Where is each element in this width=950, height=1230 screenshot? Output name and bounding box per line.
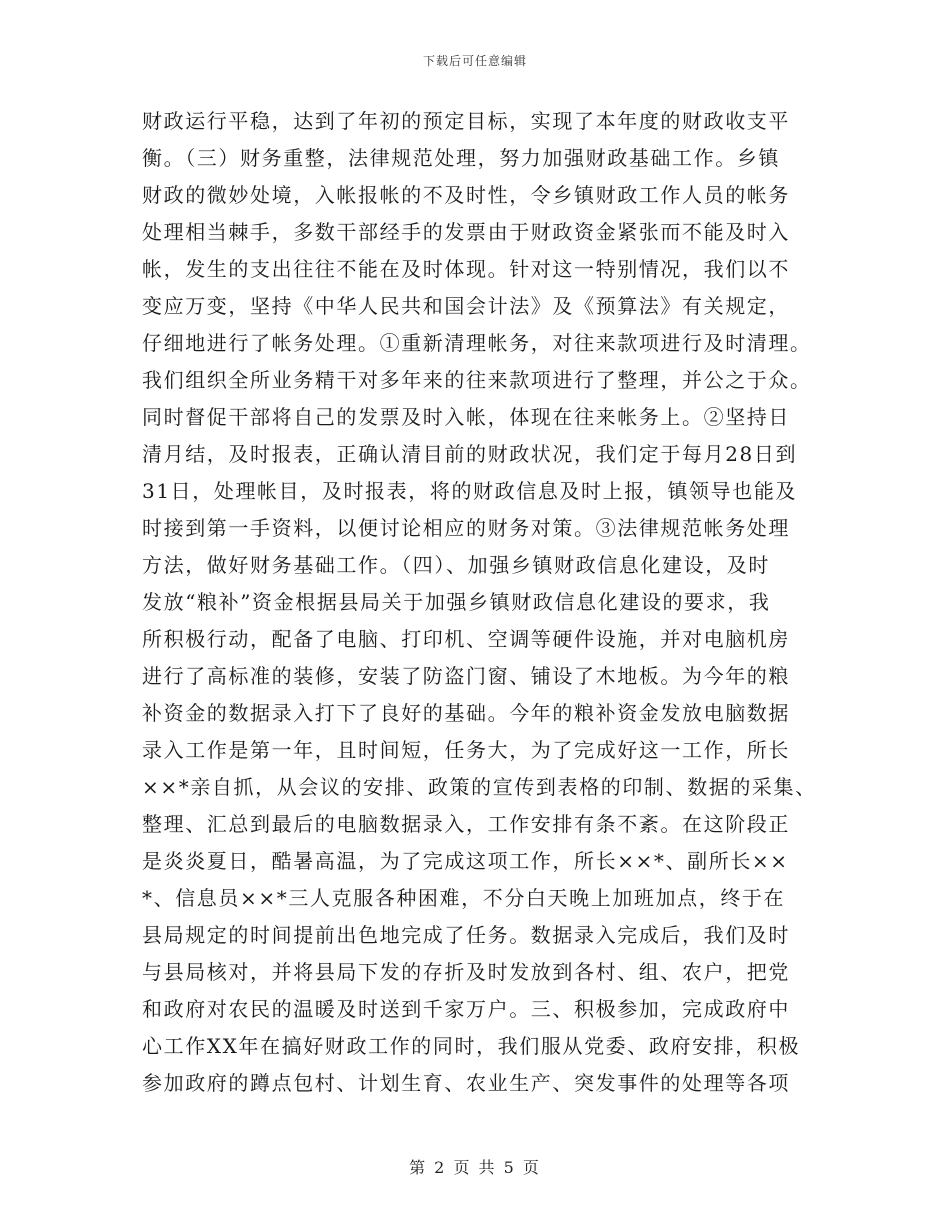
text-line: 仔细地进行了帐务处理。①重新清理帐务，对往来款项进行及时清理。 <box>142 331 812 355</box>
page-number: 第 2 页 共 5 页 <box>409 1158 541 1177</box>
text-line: 参加政府的蹲点包村、计划生育、农业生产、突发事件的处理等各项 <box>142 1071 790 1095</box>
text-line: 发放“粮补”资金根据县局关于加强乡镇财政信息化建设的要求，我 <box>142 590 771 614</box>
text-line: 我们组织全所业务精干对多年来的往来款项进行了整理，并公之于众。 <box>142 368 812 392</box>
text-line: ××*亲自抓，从会议的安排、政策的宣传到表格的印制、数据的采集、 <box>142 775 817 799</box>
text-line: 整理、汇总到最后的电脑数据录入，工作安排有条不紊。在这阶段正 <box>142 812 790 836</box>
text-line: 时接到第一手资料，以便讨论相应的财务对策。③法律规范帐务处理 <box>142 516 790 540</box>
text-line: 财政的微妙处境，入帐报帐的不及时性，令乡镇财政工作人员的帐务 <box>142 183 790 207</box>
text-line: 财政运行平稳，达到了年初的预定目标，实现了本年度的财政收支平 <box>142 109 790 133</box>
text-line: 补资金的数据录入打下了良好的基础。今年的粮补资金发放电脑数据 <box>142 701 790 725</box>
text-line: 处理相当棘手，多数干部经手的发票由于财政资金紧张而不能及时入 <box>142 220 790 244</box>
text-line: *、信息员××*三人克服各种困难，不分白天晚上加班加点，终于在 <box>142 886 786 910</box>
text-line: 所积极行动，配备了电脑、打印机、空调等硬件设施，并对电脑机房 <box>142 627 790 651</box>
text-line: 方法，做好财务基础工作。（四）、加强乡镇财政信息化建设，及时 <box>142 553 770 577</box>
text-line: 心工作XX年在搞好财政工作的同时，我们服从党委、政府安排，积极 <box>142 1034 801 1058</box>
text-line: 县局规定的时间提前出色地完成了任务。数据录入完成后，我们及时 <box>142 923 790 947</box>
text-line: 同时督促干部将自己的发票及时入帐，体现在往来帐务上。②坚持日 <box>142 405 790 429</box>
text-line: 31日，处理帐目，及时报表，将的财政信息及时上报，镇领导也能及 <box>142 479 798 503</box>
text-line: 进行了高标准的装修，安装了防盗门窗、铺设了木地板。为今年的粮 <box>142 664 790 688</box>
text-line: 是炎炎夏日，酷暑高温，为了完成这项工作，所长××*、副所长×× <box>142 849 789 873</box>
page-header: 下载后可任意编辑 <box>422 54 527 68</box>
text-line: 清月结，及时报表，正确认清目前的财政状况，我们定于每月28日到 <box>142 442 798 466</box>
body-text <box>142 103 822 1102</box>
text-line: 录入工作是第一年，且时间短，任务大，为了完成好这一工作，所长 <box>142 738 790 762</box>
text-line: 帐，发生的支出往往不能在及时体现。针对这一特别情况，我们以不 <box>142 257 790 281</box>
text-line: 衡。（三）财务重整，法律规范处理，努力加强财政基础工作。乡镇 <box>142 146 780 170</box>
text-line: 与县局核对，并将县局下发的存折及时发放到各村、组、农户，把党 <box>142 960 790 984</box>
text-line: 和政府对农民的温暖及时送到千家万户。三、积极参加，完成政府中 <box>142 997 790 1021</box>
text-line: 变应万变，坚持《中华人民共和国会计法》及《预算法》有关规定， <box>142 294 790 318</box>
